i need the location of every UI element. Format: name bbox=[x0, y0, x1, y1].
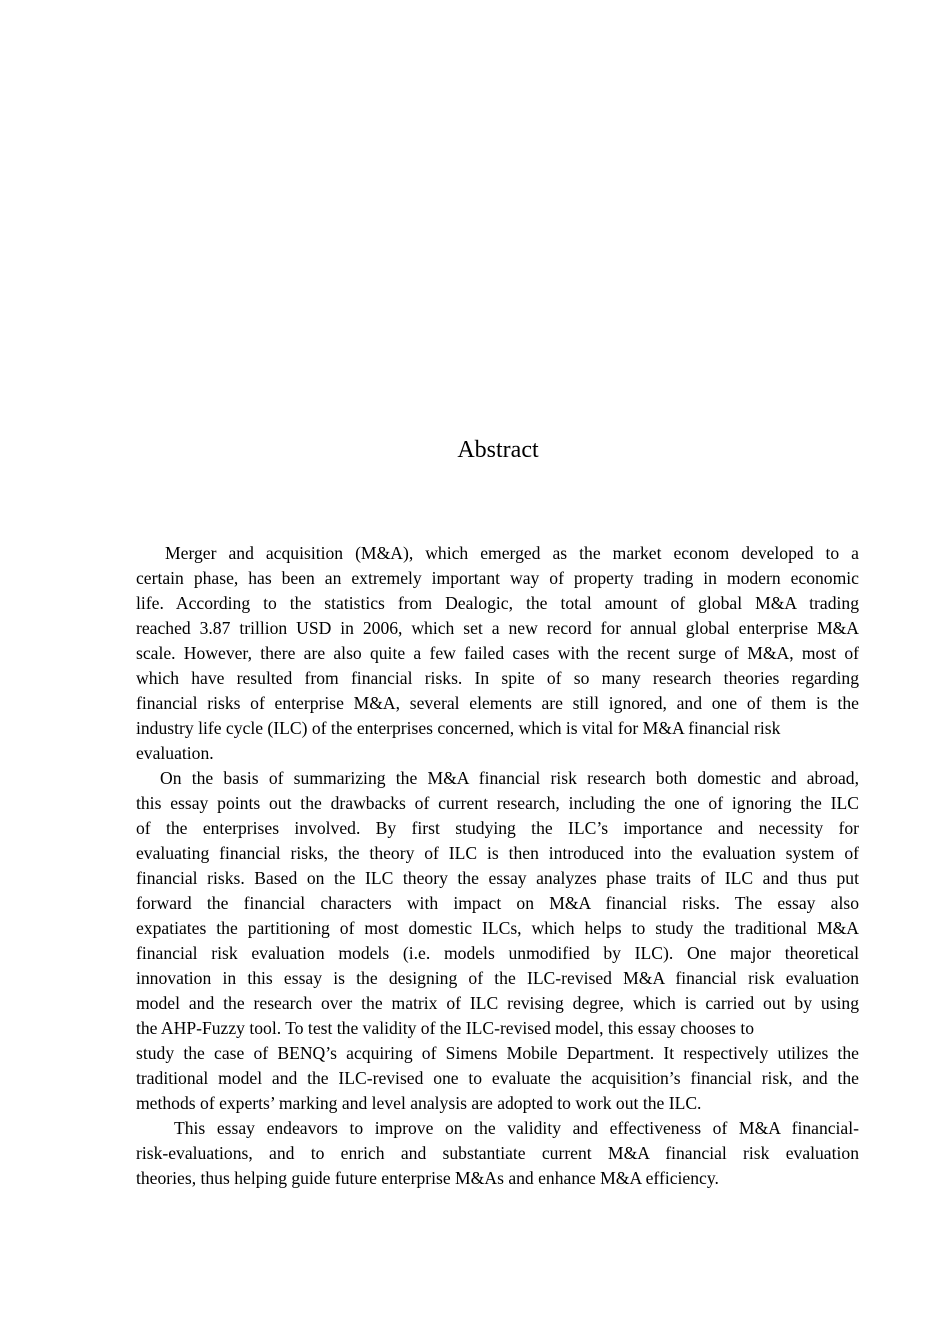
paragraph-3-line: theories, thus helping guide future enterprise M&As and enhance M&A efficiency. bbox=[136, 1168, 719, 1188]
paragraph-1-line: industry life cycle (ILC) of the enterprises concerned, which is vital for M&A financial risk bbox=[136, 718, 781, 738]
paragraph-2-line: innovation in this essay is the designing of the ILC-revised M&A financial risk evaluation bbox=[136, 968, 859, 988]
paragraph-1-line: evaluation. bbox=[136, 743, 214, 763]
paragraph-2-line: of the enterprises involved. By first studying the ILC’s importance and necessity for bbox=[136, 818, 859, 838]
paragraph-2-line: model and the research over the matrix of ILC revising degree, which is carried out by using bbox=[136, 993, 859, 1013]
paragraph-3-line: This essay endeavors to improve on the validity and effectiveness of M&A financial- bbox=[174, 1118, 859, 1138]
paragraph-1-line: life. According to the statistics from Dealogic, the total amount of global M&A trading bbox=[136, 593, 859, 613]
paragraph-3-line: risk-evaluations, and to enrich and substantiate current M&A financial risk evaluation bbox=[136, 1143, 859, 1163]
paragraph-2-line: financial risks. Based on the ILC theory the essay analyzes phase traits of ILC and thus put bbox=[136, 868, 859, 888]
paragraph-2-line: expatiates the partitioning of most domestic ILCs, which helps to study the traditional M&A bbox=[136, 918, 859, 938]
paragraph-1-line: Merger and acquisition (M&A), which emerged as the market econom developed to a bbox=[165, 543, 859, 563]
paragraph-2-line: study the case of BENQ’s acquiring of Simens Mobile Department. It respectively utilizes the bbox=[136, 1043, 859, 1063]
paragraph-2-line: financial risk evaluation models (i.e. models unmodified by ILC). One major theoretical bbox=[136, 943, 859, 963]
paragraph-2-line: this essay points out the drawbacks of current research, including the one of ignoring the ILC bbox=[136, 793, 859, 813]
paragraph-2-line: forward the financial characters with impact on M&A financial risks. The essay also bbox=[136, 893, 859, 913]
paragraph-1-line: which have resulted from financial risks. In spite of so many research theories regarding bbox=[136, 668, 859, 688]
paragraph-2-line: traditional model and the ILC-revised one to evaluate the acquisition’s financial risk, and the bbox=[136, 1068, 859, 1088]
paragraph-1-line: scale. However, there are also quite a few failed cases with the recent surge of M&A, most of bbox=[136, 643, 859, 663]
paragraph-2-line: evaluating financial risks, the theory of ILC is then introduced into the evaluation system of bbox=[136, 843, 859, 863]
paragraph-1-line: reached 3.87 trillion USD in 2006, which set a new record for annual global enterprise M&A bbox=[136, 618, 859, 638]
paragraph-2-line: methods of experts’ marking and level analysis are adopted to work out the ILC. bbox=[136, 1093, 702, 1113]
paragraph-2-line: the AHP-Fuzzy tool. To test the validity of the ILC-revised model, this essay chooses to bbox=[136, 1018, 755, 1038]
paragraph-2-line: On the basis of summarizing the M&A financial risk research both domestic and abroad, bbox=[160, 768, 859, 788]
paragraph-1-line: financial risks of enterprise M&A, several elements are still ignored, and one of them is the bbox=[136, 693, 859, 713]
abstract-title: Abstract bbox=[457, 437, 539, 463]
abstract-body bbox=[136, 541, 859, 1191]
paragraph-1-line: certain phase, has been an extremely important way of property trading in modern economic bbox=[136, 568, 859, 588]
